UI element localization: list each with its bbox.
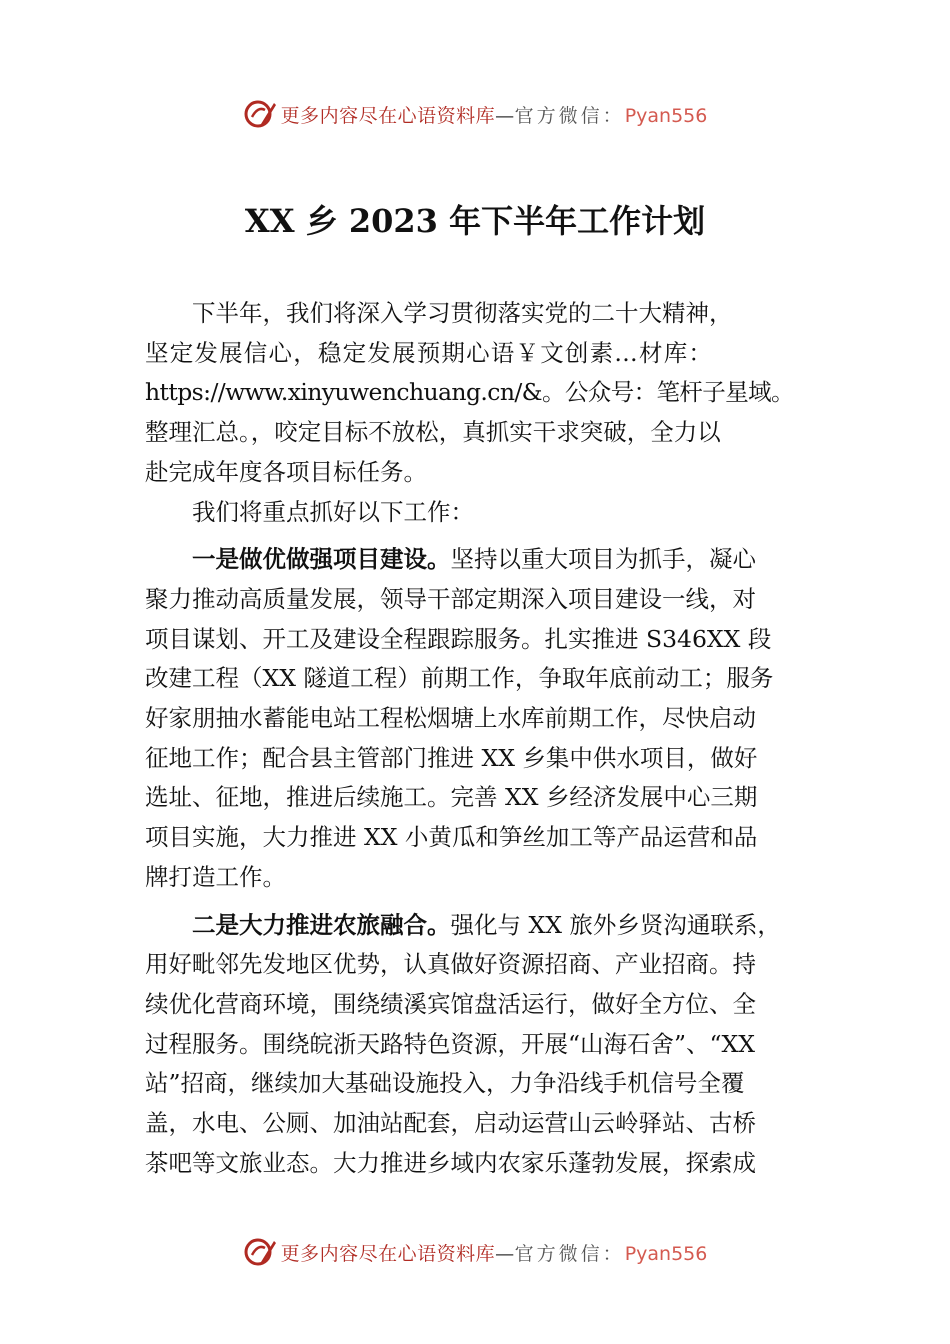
section-lead: 二是大力推进农旅融合。 <box>192 910 451 939</box>
text-line: 牌打造工作。 <box>145 862 286 891</box>
document-body <box>145 294 807 1183</box>
text-line: 选址、征地，推进后续施工。完善 XX 乡经济发展中心三期 <box>145 783 758 812</box>
section-lead: 一是做优做强项目建设。 <box>192 545 451 574</box>
text-line: 改建工程（XX 隧道工程）前期工作，争取年底前动工；服务 <box>145 664 774 693</box>
paragraph-intro <box>145 294 807 493</box>
text-line: 续优化营商环境，围绕绩溪宾馆盘活运行，做好全方位、全 <box>145 989 756 1018</box>
text-line: 聚力推动高质量发展，领导干部定期深入项目建设一线，对 <box>145 584 756 613</box>
url-text-line: https://www.xinyuwenchuang.cn/&。公众号：笔杆子星域。 <box>145 378 794 407</box>
text-line: 下半年，我们将深入学习贯彻落实党的二十大精神， <box>192 299 733 327</box>
paragraph-overview: 我们将重点抓好以下工作： <box>192 497 474 526</box>
section-project-construction <box>145 540 807 897</box>
text-line: 用好毗邻先发地区优势，认真做好资源招商、产业招商。持 <box>145 950 756 979</box>
text-line: 站”招商，继续加大基础设施投入，力争沿线手机信号全覆 <box>145 1069 745 1098</box>
text-line: 项目谋划、开工及建设全程跟踪服务。扎实推进 S346XX 段 <box>145 624 772 653</box>
pen-seal-logo-icon <box>243 1235 277 1269</box>
text-line: 项目实施，大力推进 XX 小黄瓜和笋丝加工等产品运营和品 <box>145 823 758 852</box>
pen-seal-logo-icon <box>243 97 277 131</box>
text-line: 坚定发展信心，稳定发展预期心语￥文创素…材库： <box>145 338 714 367</box>
watermark-text: 更多内容尽在心语资料库—官方微信：Pyan556 <box>280 104 708 127</box>
watermark-banner-bottom <box>0 1232 950 1272</box>
text-line: 整理汇总。，咬定目标不放松，真抓实干求突破，全力以 <box>145 418 721 447</box>
text-line: 盖，水电、公厕、加油站配套，启动运营山云岭驿站、古桥 <box>145 1109 756 1138</box>
text-line: 赴完成年度各项目标任务。 <box>145 457 427 486</box>
text-line: 征地工作；配合县主管部门推进 XX 乡集中供水项目，做好 <box>145 743 758 772</box>
text-line: 强化与 XX 旅外乡贤沟通联系， <box>450 910 781 939</box>
section-agri-tourism <box>145 906 807 1184</box>
text-line: 坚持以重大项目为抓手，凝心 <box>450 545 756 574</box>
watermark-text: 更多内容尽在心语资料库—官方微信：Pyan556 <box>280 1242 708 1265</box>
text-line: 茶吧等文旅业态。大力推进乡域内农家乐蓬勃发展，探索成 <box>145 1148 756 1177</box>
document-title: XX 乡 2023 年下半年工作计划 <box>244 202 706 240</box>
text-line: 好家朋抽水蓄能电站工程松烟塘上水库前期工作，尽快启动 <box>145 704 756 733</box>
watermark-banner-top <box>0 94 950 134</box>
text-line: 过程服务。围绕皖浙天路特色资源，开展“山海石舍”、“XX <box>145 1029 756 1058</box>
